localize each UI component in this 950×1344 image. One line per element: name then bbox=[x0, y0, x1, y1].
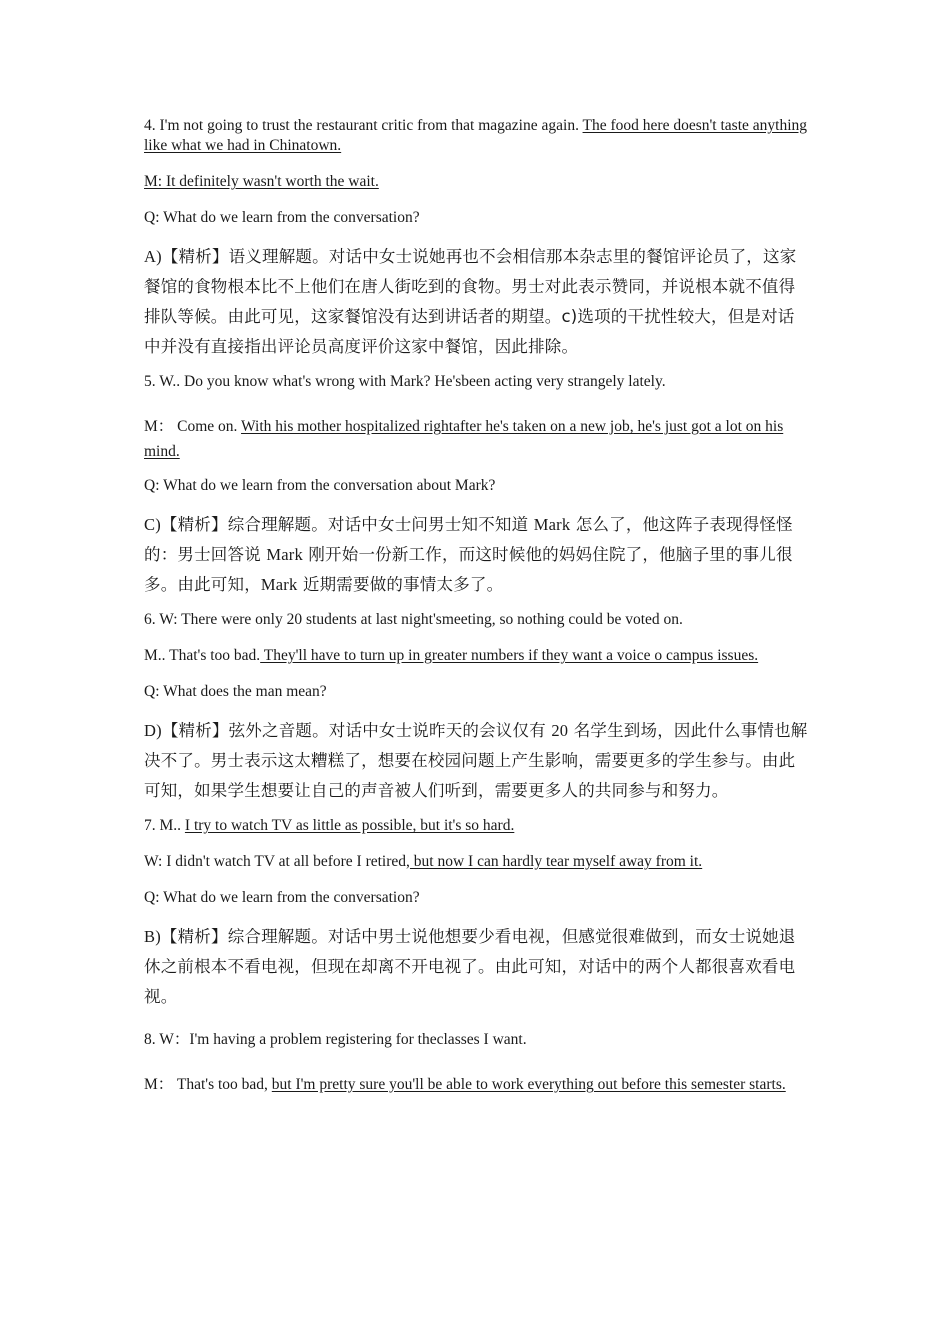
q5-man-key-text: With his mother hospitalized rightafter he's taken on a new job, he's just got a lot on his mind. bbox=[144, 418, 784, 460]
q7-answer-choice: B) bbox=[144, 927, 161, 946]
q4-woman-key-text: The food here doesn't taste anything like what we had in Chinatown. bbox=[144, 117, 808, 154]
q4-man-line: M: It definitely wasn't worth the wait. bbox=[144, 173, 379, 190]
q6-answer-text-a: 【精析】弦外之音题。对话中女士说昨天的会议仅有 bbox=[161, 721, 552, 740]
q5-answer-choice: C) bbox=[144, 515, 161, 534]
q8-man-prefix: M： That's too bad, bbox=[144, 1076, 272, 1093]
q5-answer-text-c: 刚开始一份新工作，而这时候他的妈妈住院了，他脑子里的事儿很多。由此可知， bbox=[144, 545, 793, 594]
q6-answer-text-b: 名学生到场，因此什么事情也解决不了。男士表示这太糟糕了，想要在校园问题上产生影响，需要更多的学生参与。由此可知，如果学生想要让自己的声音被人们听到，需要更多人的共同参与和努力。 bbox=[144, 721, 808, 800]
q6-answer bbox=[144, 716, 808, 806]
q5-answer-text-b: 怎么了，他这阵子表现得怪怪的：男士回答说 bbox=[144, 515, 793, 564]
q8-woman-line: 8. W：I'm having a problem registering for theclasses I want. bbox=[144, 1031, 527, 1048]
q5-answer bbox=[144, 510, 808, 600]
q6-man-key-text: They'll have to turn up in greater numbers if they want a voice o campus issues. bbox=[260, 647, 759, 664]
q5-answer-text-d: 近期需要做的事情太多了。 bbox=[297, 575, 504, 594]
q7-question: Q: What do we learn from the conversation? bbox=[144, 889, 420, 906]
q5-answer-name-2: Mark bbox=[266, 545, 303, 564]
q7-answer-text: 【精析】综合理解题。对话中男士说他想要少看电视，但感觉很难做到，而女士说她退休之前根本不看电视，但现在却离不开电视了。由此可知，对话中的两个人都很喜欢看电视。 bbox=[144, 927, 796, 1006]
q5-man-line bbox=[144, 414, 808, 464]
q5-answer-text-a: 【精析】综合理解题。对话中女士问男士知不知道 bbox=[160, 515, 534, 534]
q7-woman-key-text: but now I can hardly tear myself away from it. bbox=[409, 853, 703, 870]
q8-man-line bbox=[144, 1072, 808, 1097]
q5-question: Q: What do we learn from the conversation about Mark? bbox=[144, 477, 496, 494]
q6-woman-line: 6. W: There were only 20 students at last night'smeeting, so nothing could be voted on. bbox=[144, 611, 683, 628]
q7-answer bbox=[144, 922, 808, 1012]
q4-answer-text: 【精析】语义理解题。对话中女士说她再也不会相信那本杂志里的餐馆评论员了，这家餐馆的食物根本比不上他们在唐人街吃到的食物。男士对此表示赞同，并说根本就不值得排队等候。由此可见，这家餐馆没有达到讲话者的期望。c)选项的干扰性较大，但是对话中并没有直接指出评论员高度评价这家中餐馆，因此排除。 bbox=[144, 247, 797, 356]
q4-answer bbox=[144, 242, 808, 362]
q4-answer-choice: A) bbox=[144, 247, 162, 266]
q7-man-key-text: I try to watch TV as little as possible, but it's so hard. bbox=[184, 817, 515, 834]
q8-man-key-text: but I'm pretty sure you'll be able to work everything out before this semester starts. bbox=[271, 1076, 786, 1093]
q4-woman-line bbox=[144, 116, 808, 156]
q5-man-prefix: M： Come on. bbox=[144, 418, 242, 435]
q6-answer-number: 20 bbox=[551, 721, 569, 740]
q7-man-line bbox=[144, 816, 808, 836]
q5-answer-name-3: Mark bbox=[260, 575, 298, 594]
q4-woman-text: 4. I'm not going to trust the restaurant critic from that magazine again. bbox=[144, 117, 583, 134]
document-page bbox=[144, 116, 808, 1097]
q4-question: Q: What do we learn from the conversation? bbox=[144, 209, 420, 226]
q5-woman-line: 5. W.. Do you know what's wrong with Mark? He'sbeen acting very strangely lately. bbox=[144, 373, 666, 390]
q5-answer-name-1: Mark bbox=[533, 515, 571, 534]
q7-man-prefix: 7. M.. bbox=[144, 817, 185, 834]
q6-question: Q: What does the man mean? bbox=[144, 683, 327, 700]
q6-man-prefix: M.. That's too bad. bbox=[144, 647, 261, 664]
q7-woman-prefix: W: I didn't watch TV at all before I retired, bbox=[144, 853, 410, 870]
q6-man-line bbox=[144, 646, 808, 666]
q6-answer-choice: D) bbox=[144, 721, 162, 740]
q7-woman-line bbox=[144, 852, 808, 872]
